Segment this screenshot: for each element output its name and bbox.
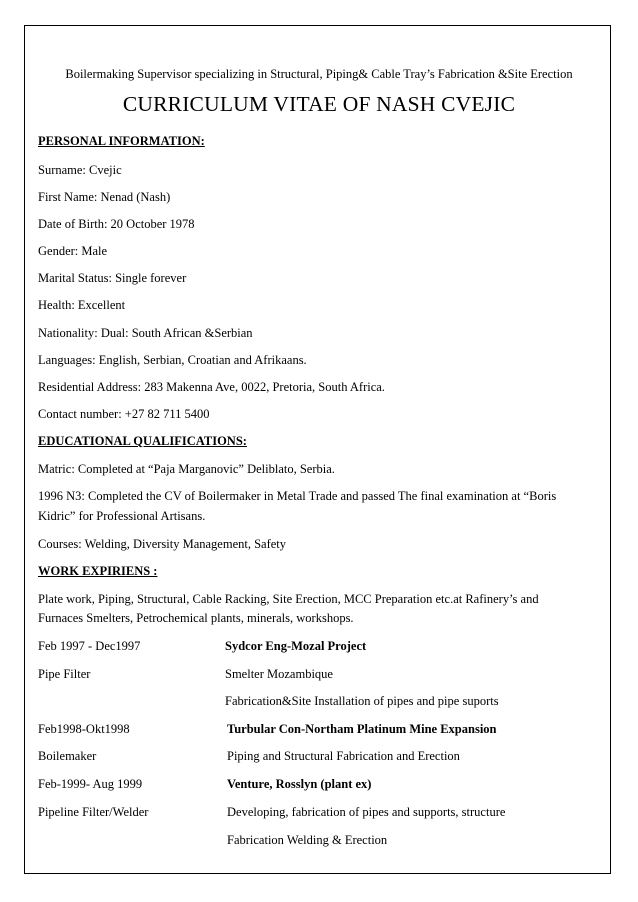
nationality: Nationality: Dual: South African &Serbian: [38, 326, 253, 340]
gender: Gender: Male: [38, 244, 108, 258]
matric: Matric: Completed at “Paja Marganovic” Deliblato, Serbia.: [38, 462, 335, 476]
job-role: Pipeline Filter/Welder: [38, 805, 149, 819]
tagline: Boilermaking Supervisor specializing in Structural, Piping& Cable Tray’s Fabrication &Site Erection: [65, 67, 573, 81]
job-company: Turbular Con-Northam Platinum Mine Expansion: [227, 722, 497, 736]
job-period: Feb-1999- Aug 1999: [38, 777, 143, 791]
work-intro-line1: Plate work, Piping, Structural, Cable Racking, Site Erection, MCC Preparation etc.at Rafinery’s and: [38, 592, 539, 606]
date-of-birth: Date of Birth: 20 October 1978: [38, 217, 195, 231]
job-detail: Developing, fabrication of pipes and supports, structure: [227, 805, 506, 819]
surname: Surname: Cvejic: [38, 163, 122, 177]
job-company: Venture, Rosslyn (plant ex): [227, 777, 372, 791]
page-border: [24, 25, 611, 874]
job-role: Pipe Filter: [38, 667, 91, 681]
marital-status: Marital Status: Single forever: [38, 271, 187, 285]
job-company: Sydcor Eng-Mozal Project: [225, 639, 367, 653]
languages: Languages: English, Serbian, Croatian and Afrikaans.: [38, 353, 307, 367]
job-period: Feb 1997 - Dec1997: [38, 639, 141, 653]
contact-number: Contact number: +27 82 711 5400: [38, 407, 210, 421]
n3-qualification-line2: Kidric” for Professional Artisans.: [38, 509, 206, 523]
job-detail: Fabrication&Site Installation of pipes and pipe suports: [225, 694, 499, 708]
job-role: Boilemaker: [38, 749, 97, 763]
job-location: Smelter Mozambique: [225, 667, 333, 681]
first-name: First Name: Nenad (Nash): [38, 190, 171, 204]
work-experience-heading: WORK EXPIRIENS :: [38, 564, 158, 578]
document-title: CURRICULUM VITAE OF NASH CVEJIC: [122, 92, 516, 116]
work-intro-line2: Furnaces Smelters, Petrochemical plants, minerals, workshops.: [38, 611, 354, 625]
educational-qualifications-heading: EDUCATIONAL QUALIFICATIONS:: [38, 434, 247, 448]
residential-address: Residential Address: 283 Makenna Ave, 0022, Pretoria, South Africa.: [38, 380, 385, 394]
job-period: Feb1998-Okt1998: [38, 722, 130, 736]
personal-information-heading: PERSONAL INFORMATION:: [38, 134, 205, 148]
health: Health: Excellent: [38, 298, 126, 312]
job-detail: Piping and Structural Fabrication and Erection: [227, 749, 460, 763]
job-detail-continued: Fabrication Welding & Erection: [227, 833, 388, 847]
courses: Courses: Welding, Diversity Management, Safety: [38, 537, 287, 551]
n3-qualification-line1: 1996 N3: Completed the CV of Boilermaker in Metal Trade and passed The final examination at “Boris: [38, 489, 557, 503]
